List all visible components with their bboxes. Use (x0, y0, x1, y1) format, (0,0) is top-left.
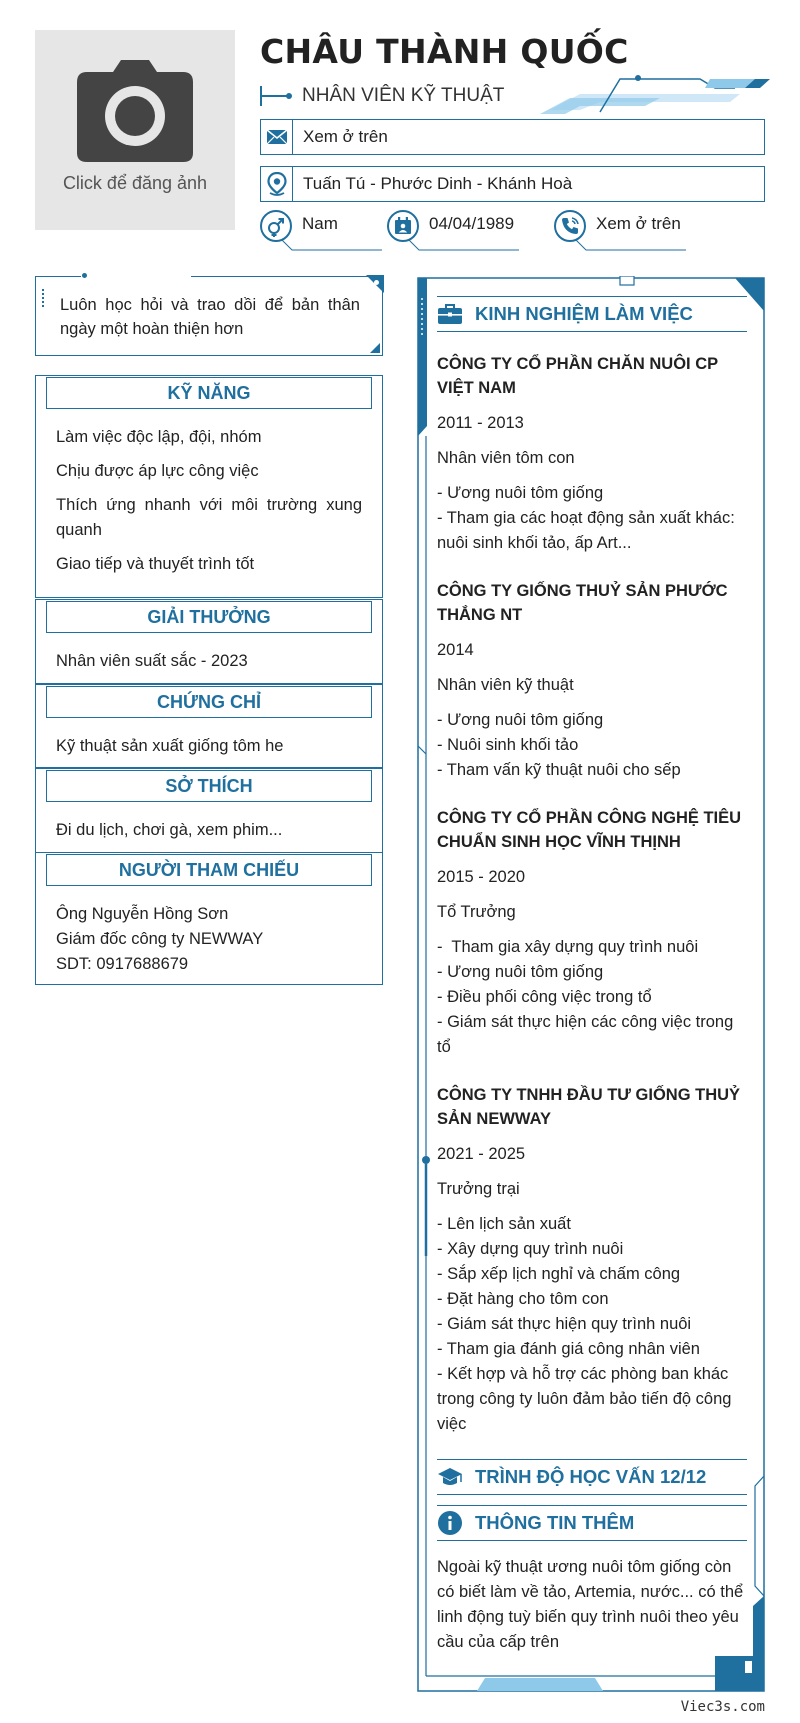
certificate-item: Kỹ thuật sản xuất giống tôm he (56, 737, 284, 755)
job-position: Trưởng trại (437, 1180, 520, 1198)
skills-section (35, 375, 383, 598)
birthday-value: 04/04/1989 (429, 214, 515, 233)
birthday-underline (409, 240, 519, 252)
additional-info-header (437, 1505, 747, 1541)
education-header (437, 1459, 747, 1495)
camera-icon (75, 58, 195, 163)
job-entry (437, 352, 747, 556)
right-column-content (437, 296, 747, 1655)
info-icon (437, 1510, 463, 1536)
job-period: 2021 - 2025 (437, 1145, 526, 1163)
header-decoration (540, 74, 770, 114)
job-title: NHÂN VIÊN KỸ THUẬT (302, 85, 505, 106)
career-objective (35, 276, 383, 356)
experience-title: KINH NGHIỆM LÀM VIỆC (475, 303, 693, 324)
candidate-name: CHÂU THÀNH QUỐC (260, 32, 629, 71)
phone-icon (560, 216, 580, 236)
references-section (35, 852, 383, 985)
skill-item: Thích ứng nhanh với môi trường xung quanh (56, 496, 362, 539)
photo-upload-label: Click để đăng ảnh (62, 173, 208, 193)
skill-item: Giao tiếp và thuyết trình tốt (56, 555, 255, 573)
additional-info-title: THÔNG TIN THÊM (475, 1512, 635, 1533)
mail-icon (266, 129, 288, 145)
hobby-item: Đi du lịch, chơi gà, xem phim... (56, 821, 283, 839)
skill-item: Chịu được áp lực công việc (56, 462, 259, 480)
job-desc-line: - Tham vấn kỹ thuật nuôi cho sếp (437, 761, 681, 779)
phone-value: Xem ở trên (596, 214, 681, 233)
email-value: Xem ở trên (303, 127, 388, 146)
phone-underline (576, 240, 686, 252)
job-company: CÔNG TY CỔ PHẦN CÔNG NGHỆ TIÊU CHUẨN SINH HỌC VĨNH THỊNH (437, 809, 742, 851)
watermark: Viec3s.com (680, 1699, 765, 1715)
birthday-icon (393, 216, 413, 236)
award-item: Nhân viên suất sắc - 2023 (56, 652, 248, 670)
job-desc-line: - Kết hợp và hỗ trợ các phòng ban khác trong công ty luôn đảm bảo tiến độ công việc (437, 1365, 737, 1433)
gender-underline (282, 240, 382, 252)
awards-title: GIẢI THƯỞNG (46, 601, 372, 633)
experience-header (437, 296, 747, 332)
phone-item (554, 210, 681, 252)
job-company: CÔNG TY CỔ PHẦN CHĂN NUÔI CP VIỆT NAM (437, 355, 718, 397)
awards-section (35, 599, 383, 684)
job-entry (437, 1083, 747, 1437)
job-desc-line: - Nuôi sinh khối tảo (437, 736, 579, 754)
job-entry (437, 806, 747, 1060)
skill-item: Làm việc độc lập, đội, nhóm (56, 428, 262, 446)
graduation-cap-icon (437, 1466, 463, 1488)
job-desc-line: - Tham gia xây dựng quy trình nuôi (437, 938, 699, 956)
job-period: 2014 (437, 641, 474, 659)
address-field (260, 166, 765, 202)
references-title: NGƯỜI THAM CHIẾU (46, 854, 372, 886)
location-pin-icon (267, 172, 287, 196)
email-field (260, 119, 765, 155)
job-desc-line: - Xây dựng quy trình nuôi (437, 1240, 624, 1258)
job-desc-line: - Sắp xếp lịch nghỉ và chấm công (437, 1265, 681, 1283)
briefcase-icon (437, 303, 463, 325)
certificates-title: CHỨNG CHỈ (46, 686, 372, 718)
address-value: Tuấn Tú - Phước Dinh - Khánh Hoà (303, 174, 573, 193)
job-position: Tổ Trưởng (437, 903, 516, 921)
gender-item (260, 210, 338, 252)
job-desc-line: - Ương nuôi tôm giống (437, 711, 604, 729)
job-desc-line: - Lên lịch sản xuất (437, 1215, 571, 1233)
skills-title: KỸ NĂNG (46, 377, 372, 409)
career-objective-text: Luôn học hỏi và trao dồi để bản thân ngày một hoàn thiện hơn (60, 296, 360, 338)
job-desc-line: - Giám sát thực hiện quy trình nuôi (437, 1315, 692, 1333)
job-desc-line: - Tham gia đánh giá công nhân viên (437, 1340, 700, 1358)
job-desc-line: - Điều phối công việc trong tổ (437, 988, 652, 1006)
job-desc-line: - Giám sát thực hiện các công việc trong tổ (437, 1013, 738, 1056)
job-desc-line: - Ương nuôi tôm giống (437, 484, 604, 502)
job-period: 2011 - 2013 (437, 414, 524, 432)
job-position: Nhân viên kỹ thuật (437, 676, 574, 694)
hobbies-title: SỞ THÍCH (46, 770, 372, 802)
job-desc-line: - Ương nuôi tôm giống (437, 963, 604, 981)
job-company: CÔNG TY TNHH ĐẦU TƯ GIỐNG THUỶ SẢN NEWWAY (437, 1086, 741, 1128)
education-title: TRÌNH ĐỘ HỌC VẤN 12/12 (475, 1466, 707, 1487)
photo-upload[interactable] (35, 30, 235, 230)
reference-line: Giám đốc công ty NEWWAY (56, 930, 264, 948)
job-desc-line: - Đặt hàng cho tôm con (437, 1290, 609, 1308)
reference-line: Ông Nguyễn Hồng Sơn (56, 905, 229, 923)
gender-value: Nam (302, 214, 338, 233)
reference-line: SDT: 0917688679 (56, 955, 189, 973)
certificates-section (35, 684, 383, 768)
job-desc-line: - Tham gia các hoạt động sản xuất khác: nuôi sinh khối tảo, ấp Art... (437, 509, 740, 552)
job-company: CÔNG TY GIỐNG THUỶ SẢN PHƯỚC THẮNG NT (437, 582, 728, 624)
job-title-marker (260, 86, 292, 106)
job-position: Nhân viên tôm con (437, 449, 575, 467)
additional-info-text: Ngoài kỹ thuật ương nuôi tôm giống còn có biết làm về tảo, Artemia, nước... có thể linh động tuỳ biến quy trình nuôi theo yêu cầu của cấp trên (437, 1558, 744, 1651)
job-title-row (260, 84, 504, 108)
job-entry (437, 579, 747, 783)
birthday-item (387, 210, 514, 252)
hobbies-section (35, 768, 383, 853)
job-period: 2015 - 2020 (437, 868, 526, 886)
gender-icon (265, 215, 287, 237)
